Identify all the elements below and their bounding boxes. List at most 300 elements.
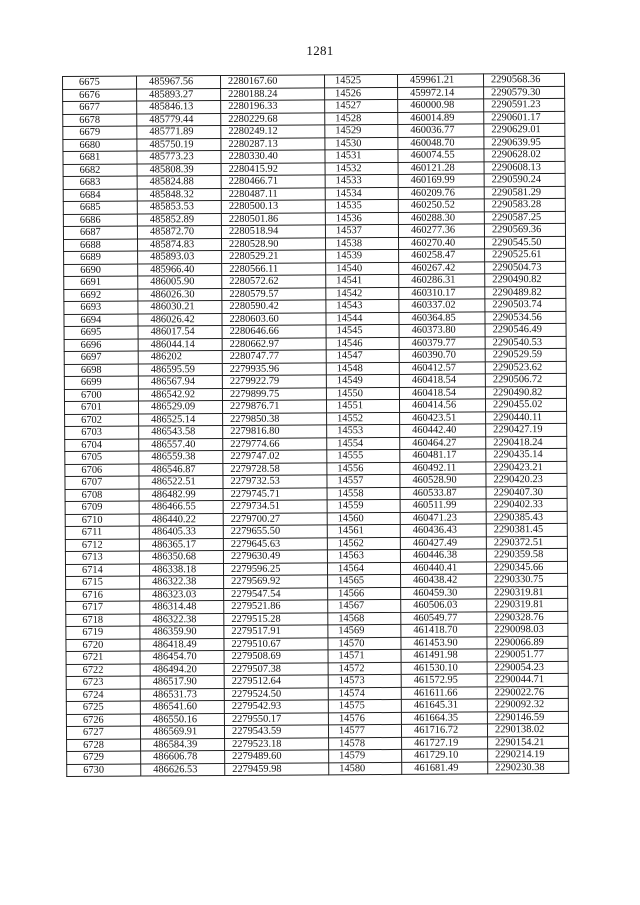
table-cell: 14553	[327, 424, 400, 437]
table-cell: 14546	[326, 337, 399, 350]
table-cell: 460506.03	[401, 599, 487, 612]
table-cell: 2290385.43	[486, 511, 567, 524]
table-cell: 461453.90	[401, 636, 487, 649]
table-cell: 486569.91	[140, 726, 224, 739]
table-cell: 486626.53	[141, 763, 225, 776]
table-cell: 2279732.53	[223, 475, 327, 488]
table-cell: 485846.13	[137, 101, 221, 114]
table-cell: 6707	[65, 476, 139, 489]
table-cell: 6685	[63, 201, 137, 214]
table-cell: 486522.51	[139, 476, 223, 489]
table-cell: 6681	[63, 151, 137, 164]
table-cell: 2290628.02	[484, 148, 565, 161]
table-cell: 2290330.75	[487, 573, 568, 586]
table-cell: 2290629.01	[484, 123, 565, 136]
table-cell: 14541	[326, 274, 399, 287]
table-cell: 2290506.72	[485, 373, 566, 386]
table-cell: 2280528.90	[221, 237, 325, 250]
table-cell: 461664.35	[401, 711, 487, 724]
table-cell: 14572	[328, 662, 401, 675]
table-cell: 2279517.91	[224, 625, 328, 638]
table-cell: 486541.60	[140, 701, 224, 714]
table-cell: 485848.32	[137, 188, 221, 201]
table-cell: 6686	[63, 214, 137, 227]
table-cell: 14543	[326, 299, 399, 312]
table-cell: 2279935.96	[222, 362, 326, 375]
table-cell: 485893.03	[138, 251, 222, 264]
table-cell: 460390.70	[399, 349, 485, 362]
table-cell: 2279507.38	[224, 662, 328, 675]
table-cell: 2279745.71	[223, 487, 327, 500]
table-cell: 2290054.23	[487, 661, 568, 674]
table-cell: 486494.20	[140, 663, 224, 676]
table-cell: 460418.54	[399, 386, 485, 399]
table-cell: 2290590.24	[484, 173, 565, 186]
table-cell: 6682	[63, 164, 137, 177]
table-cell: 2290525.61	[485, 248, 566, 261]
table-cell: 2279734.51	[223, 500, 327, 513]
table-cell: 460373.80	[399, 324, 485, 337]
table-cell: 14548	[326, 362, 399, 375]
table-cell: 2280590.42	[222, 300, 326, 313]
table-cell: 14535	[325, 199, 398, 212]
table-cell: 14579	[329, 749, 402, 762]
table-cell: 6695	[64, 326, 138, 339]
table-cell: 6703	[65, 426, 139, 439]
table-cell: 460379.77	[399, 336, 485, 349]
table-cell: 14542	[326, 287, 399, 300]
table-cell: 2290359.58	[486, 548, 567, 561]
table-cell: 6687	[63, 226, 137, 239]
table-cell: 486546.87	[139, 463, 223, 476]
table-cell: 2290503.74	[485, 298, 566, 311]
table-cell: 486202	[138, 351, 222, 364]
table-cell: 14538	[325, 237, 398, 250]
table-cell: 2290523.62	[485, 361, 566, 374]
table-cell: 460549.77	[401, 611, 487, 624]
table-cell: 2290435.14	[486, 448, 567, 461]
table-cell: 460481.17	[400, 449, 486, 462]
table-cell: 460250.52	[398, 199, 484, 212]
table-cell: 6679	[63, 126, 137, 139]
table-cell: 2279899.75	[222, 387, 326, 400]
table-cell: 460277.36	[398, 224, 484, 237]
table-cell: 6676	[63, 89, 137, 102]
table-cell: 14540	[326, 262, 399, 275]
table-cell: 6719	[66, 626, 140, 639]
table-cell: 485874.83	[137, 238, 221, 251]
table-cell: 486454.70	[140, 651, 224, 664]
table-cell: 486557.40	[139, 438, 223, 451]
table-cell: 486350.68	[139, 551, 223, 564]
table-cell: 14563	[327, 549, 400, 562]
table-cell: 2280466.71	[221, 175, 325, 188]
table-cell: 6678	[63, 114, 137, 127]
table-cell: 2290319.81	[487, 598, 568, 611]
table-cell: 6690	[64, 264, 138, 277]
table-cell: 461645.31	[401, 699, 487, 712]
table-cell: 2290381.45	[486, 523, 567, 536]
table-cell: 460471.23	[400, 511, 486, 524]
table-cell: 461681.49	[402, 761, 488, 774]
table-cell: 6714	[65, 564, 139, 577]
table-cell: 2279569.92	[224, 575, 328, 588]
table-cell: 485966.40	[138, 263, 222, 276]
table-cell: 2290372.51	[486, 536, 567, 549]
table-cell: 6701	[64, 401, 138, 414]
table-cell: 6722	[66, 664, 140, 677]
table-cell: 486359.90	[140, 626, 224, 639]
table-cell: 2279459.98	[225, 762, 329, 775]
table-cell: 2279515.28	[224, 612, 328, 625]
table-cell: 2279543.59	[224, 725, 328, 738]
table-cell: 2279700.27	[223, 512, 327, 525]
coordinates-table	[62, 73, 569, 777]
table-cell: 486418.49	[140, 638, 224, 651]
table-cell: 2290345.66	[486, 561, 567, 574]
table-cell: 14527	[325, 99, 398, 112]
table-cell: 14564	[327, 562, 400, 575]
table-cell: 2290066.89	[487, 636, 568, 649]
table-cell: 6717	[66, 601, 140, 614]
table-cell: 6702	[65, 414, 139, 427]
table-cell: 6715	[66, 576, 140, 589]
table-cell: 486529.09	[138, 401, 222, 414]
table-cell: 459961.21	[397, 74, 483, 87]
table-cell: 2290146.59	[487, 711, 568, 724]
table-cell: 6721	[66, 651, 140, 664]
table-cell: 2290319.81	[487, 586, 568, 599]
table-cell: 460000.98	[398, 99, 484, 112]
table-cell: 2290587.25	[484, 211, 565, 224]
table-cell: 459972.14	[398, 86, 484, 99]
table-cell: 14529	[325, 124, 398, 137]
table-cell: 6727	[66, 726, 140, 739]
table-cell: 486482.99	[139, 488, 223, 501]
table-cell: 461729.10	[402, 749, 488, 762]
table-cell: 2279547.54	[224, 587, 328, 600]
table-cell: 6709	[65, 501, 139, 514]
table-cell: 14530	[325, 137, 398, 150]
table-cell: 6716	[66, 589, 140, 602]
table-cell: 14577	[328, 724, 401, 737]
table-cell: 486322.38	[140, 613, 224, 626]
table-cell: 6730	[67, 764, 141, 777]
table-cell: 14549	[326, 374, 399, 387]
table-cell: 14539	[326, 249, 399, 262]
table-cell: 14569	[328, 624, 401, 637]
table-cell: 460074.55	[398, 149, 484, 162]
table-cell: 6691	[64, 276, 138, 289]
table-cell: 486005.90	[138, 276, 222, 289]
table-cell: 14551	[326, 399, 399, 412]
table-cell: 486550.16	[140, 713, 224, 726]
table-cell: 6712	[65, 539, 139, 552]
table-cell: 6675	[63, 76, 137, 89]
table-cell: 2290214.19	[488, 748, 569, 761]
table-cell: 14547	[326, 349, 399, 362]
table-cell: 2290230.38	[488, 761, 569, 774]
table-cell: 6710	[65, 514, 139, 527]
table-cell: 14533	[325, 174, 398, 187]
table-cell: 2280188.24	[221, 87, 325, 100]
table-cell: 2279521.86	[224, 600, 328, 613]
table-cell: 2290051.77	[487, 648, 568, 661]
table-cell: 2279512.64	[224, 675, 328, 688]
table-cell: 2290545.50	[484, 236, 565, 249]
table-cell: 2279596.25	[223, 562, 327, 575]
table-cell: 461727.19	[402, 736, 488, 749]
table-cell: 460442.40	[400, 424, 486, 437]
table-cell: 2290490.82	[485, 386, 566, 399]
table-cell: 485872.70	[137, 226, 221, 239]
table-cell: 460014.89	[398, 111, 484, 124]
table-cell: 6720	[66, 639, 140, 652]
table-cell: 6708	[65, 489, 139, 502]
table-cell: 486365.17	[139, 538, 223, 551]
table-cell: 486525.14	[139, 413, 223, 426]
table-cell: 2279850.38	[223, 412, 327, 425]
table-cell: 461418.70	[401, 624, 487, 637]
table-cell: 6723	[66, 676, 140, 689]
table-cell: 2280487.11	[221, 187, 325, 200]
table-cell: 14565	[328, 574, 401, 587]
table-cell: 460286.31	[399, 274, 485, 287]
table-cell: 6728	[67, 739, 141, 752]
table-cell: 14555	[327, 449, 400, 462]
table-cell: 2279728.58	[223, 462, 327, 475]
table-cell: 2290044.71	[487, 673, 568, 686]
table-cell: 2279524.50	[224, 687, 328, 700]
table-cell: 2290608.13	[484, 161, 565, 174]
table-cell: 14526	[325, 87, 398, 100]
table-cell: 14534	[325, 187, 398, 200]
table-cell: 14552	[327, 412, 400, 425]
table-cell: 460169.99	[398, 174, 484, 187]
table-cell: 2280529.21	[222, 250, 326, 263]
table-cell: 486323.03	[140, 588, 224, 601]
table-cell: 486466.55	[139, 501, 223, 514]
table-cell: 6688	[63, 239, 137, 252]
table-cell: 2280566.11	[222, 262, 326, 275]
table-cell: 460036.77	[398, 124, 484, 137]
table-cell: 6677	[63, 101, 137, 114]
table-cell: 485808.39	[137, 163, 221, 176]
table-cell: 2280249.12	[221, 125, 325, 138]
table-cell: 2279489.60	[225, 750, 329, 763]
table-cell: 2290455.02	[485, 398, 566, 411]
table-cell: 6699	[64, 376, 138, 389]
table-cell: 486322.38	[140, 576, 224, 589]
table-cell: 460258.47	[399, 249, 485, 262]
table-cell: 2290529.59	[485, 348, 566, 361]
table-cell: 2290504.73	[485, 261, 566, 274]
table-cell: 14558	[327, 487, 400, 500]
table-cell: 14578	[329, 737, 402, 750]
table-cell: 2290418.24	[486, 436, 567, 449]
table-cell: 460364.85	[399, 311, 485, 324]
table-cell: 486026.30	[138, 288, 222, 301]
table-cell: 485773.23	[137, 151, 221, 164]
table-cell: 2290540.53	[485, 336, 566, 349]
table-cell: 486543.58	[139, 426, 223, 439]
table-cell: 486606.78	[141, 751, 225, 764]
table-cell: 2279774.66	[223, 437, 327, 450]
table-cell: 14550	[326, 387, 399, 400]
table-cell: 461572.95	[401, 674, 487, 687]
table-cell: 460048.70	[398, 136, 484, 149]
table-cell: 460446.38	[400, 549, 486, 562]
table-cell: 485967.56	[137, 76, 221, 89]
page-number: 1281	[306, 43, 334, 58]
table-cell: 2279655.50	[223, 525, 327, 538]
table-cell: 2290328.76	[487, 611, 568, 624]
table-cell: 2280579.57	[222, 287, 326, 300]
table-cell: 2290583.28	[484, 198, 565, 211]
table-cell: 6696	[64, 339, 138, 352]
table-cell: 2290489.82	[485, 286, 566, 299]
table-cell: 14525	[324, 74, 397, 87]
table-cell: 2280646.66	[222, 325, 326, 338]
table-cell: 6704	[65, 439, 139, 452]
table-cell: 486044.14	[138, 338, 222, 351]
table-cell: 14554	[327, 437, 400, 450]
table-cell: 2279645.63	[223, 537, 327, 550]
table-cell: 14580	[329, 762, 402, 775]
table-cell: 460418.54	[399, 374, 485, 387]
table-cell: 2290546.49	[485, 323, 566, 336]
table-cell: 2280415.92	[221, 162, 325, 175]
table-cell: 461491.98	[401, 649, 487, 662]
table-cell: 6706	[65, 464, 139, 477]
table-cell: 6692	[64, 289, 138, 302]
table-cell: 486517.90	[140, 676, 224, 689]
table-cell: 2279876.71	[222, 400, 326, 413]
table-cell: 2279816.80	[223, 425, 327, 438]
table-cell: 14574	[328, 687, 401, 700]
table-cell: 14532	[325, 162, 398, 175]
table-cell: 2290581.29	[484, 186, 565, 199]
table-cell: 14571	[328, 649, 401, 662]
table-cell: 460288.30	[398, 211, 484, 224]
table-cell: 460121.28	[398, 161, 484, 174]
table-cell: 2290534.56	[485, 311, 566, 324]
table-cell: 2290490.82	[485, 273, 566, 286]
table-cell: 2279747.02	[223, 450, 327, 463]
table-cell: 2280330.40	[221, 150, 325, 163]
table-cell: 6697	[64, 351, 138, 364]
table-cell: 6683	[63, 176, 137, 189]
table-cell: 486559.38	[139, 451, 223, 464]
table-cell: 14576	[328, 712, 401, 725]
table-cell: 460270.40	[398, 236, 484, 249]
table-cell: 2290092.32	[487, 698, 568, 711]
table-cell: 486026.42	[138, 313, 222, 326]
table-cell: 485771.89	[137, 126, 221, 139]
table-cell: 2279542.93	[224, 700, 328, 713]
table-cell: 6700	[64, 389, 138, 402]
table-cell: 14575	[328, 699, 401, 712]
coordinates-table-body	[63, 73, 569, 776]
table-cell: 6724	[66, 689, 140, 702]
table-cell: 14528	[325, 112, 398, 125]
table-cell: 6698	[64, 364, 138, 377]
table-cell: 2279523.18	[225, 737, 329, 750]
table-cell: 460528.90	[400, 474, 486, 487]
table-cell: 2290138.02	[487, 723, 568, 736]
table-cell: 14544	[326, 312, 399, 325]
table-cell: 486584.39	[141, 738, 225, 751]
table-cell: 14562	[327, 537, 400, 550]
table-cell: 486017.54	[138, 326, 222, 339]
table-cell: 14561	[327, 524, 400, 537]
table-cell: 486567.94	[138, 376, 222, 389]
table-cell: 2279922.79	[222, 375, 326, 388]
table-cell: 2280518.94	[221, 225, 325, 238]
table-cell: 460464.27	[400, 436, 486, 449]
table-cell: 460533.87	[400, 486, 486, 499]
table-cell: 2280572.62	[222, 275, 326, 288]
table-cell: 2290579.30	[484, 86, 565, 99]
table-cell: 460310.17	[399, 286, 485, 299]
table-cell: 486542.92	[138, 388, 222, 401]
table-cell: 2279510.67	[224, 637, 328, 650]
table-cell: 2290440.11	[486, 411, 567, 424]
table-cell: 2279630.49	[223, 550, 327, 563]
table-cell: 486595.59	[138, 363, 222, 376]
table-cell: 486531.73	[140, 688, 224, 701]
table-cell: 2290591.23	[484, 98, 565, 111]
table-cell: 460492.11	[400, 461, 486, 474]
table-cell: 14536	[325, 212, 398, 225]
table-row	[67, 761, 569, 777]
table-cell: 2290098.03	[487, 623, 568, 636]
table-cell: 485893.27	[137, 88, 221, 101]
table-cell: 485852.89	[137, 213, 221, 226]
table-cell: 14537	[325, 224, 398, 237]
table-cell: 460438.42	[401, 574, 487, 587]
table-cell: 2290420.23	[486, 473, 567, 486]
table-cell: 485853.53	[137, 201, 221, 214]
table-cell: 14567	[328, 599, 401, 612]
table-cell: 461530.10	[401, 661, 487, 674]
table-cell: 485750.19	[137, 138, 221, 151]
table-cell: 2279550.17	[224, 712, 328, 725]
table-cell: 2280229.68	[221, 112, 325, 125]
table-cell: 14566	[328, 587, 401, 600]
table-cell: 2280501.86	[221, 212, 325, 225]
table-cell: 460414.56	[399, 399, 485, 412]
table-cell: 460436.43	[400, 524, 486, 537]
table-cell: 14560	[327, 512, 400, 525]
table-cell: 2280603.60	[222, 312, 326, 325]
table-cell: 485779.44	[137, 113, 221, 126]
table-cell: 6718	[66, 614, 140, 627]
table-cell: 14568	[328, 612, 401, 625]
table-cell: 486405.33	[139, 526, 223, 539]
table-cell: 14531	[325, 149, 398, 162]
table-cell: 6689	[64, 251, 138, 264]
table-cell: 2280196.33	[221, 100, 325, 113]
table-cell: 2290569.36	[484, 223, 565, 236]
table-cell: 2290407.30	[486, 486, 567, 499]
table-cell: 460423.51	[400, 411, 486, 424]
table-cell: 486030.21	[138, 301, 222, 314]
table-cell: 6711	[65, 526, 139, 539]
table-cell: 6680	[63, 139, 137, 152]
table-cell: 2290568.36	[483, 73, 564, 86]
table-cell: 6705	[65, 451, 139, 464]
